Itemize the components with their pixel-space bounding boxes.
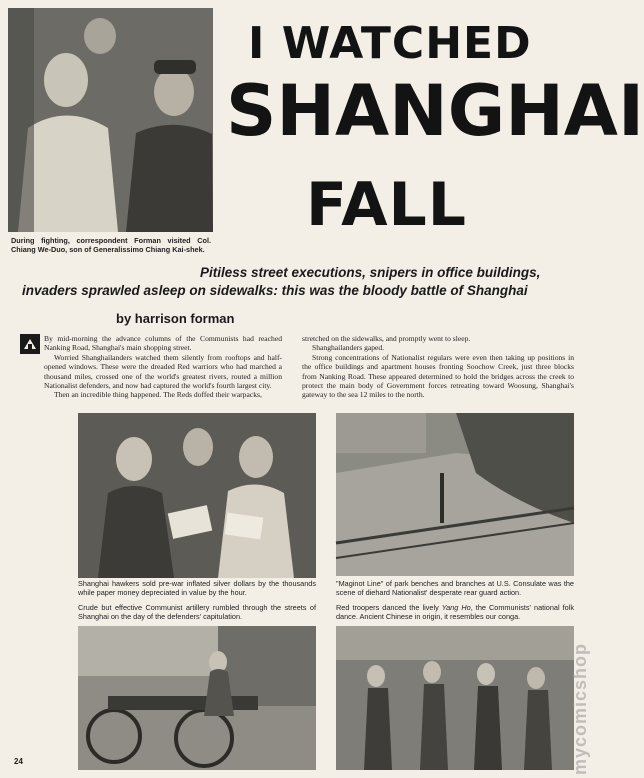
photo-maginot-line	[336, 413, 574, 576]
page-number: 24	[14, 757, 23, 766]
deck-line-2: invaders sprawled asleep on sidewalks: this was the bloody battle of Shanghai	[22, 283, 528, 298]
photo-folk-dance	[336, 626, 574, 770]
caption-maginot-line: "Maginot Line" of park benches and branches at U.S. Consulate was the scene of diehard Nationalist' desperate rear guard action.	[336, 579, 574, 597]
title-line-2: SHANGHAI	[226, 70, 644, 152]
body-paragraph: Worried Shanghailanders watched them silently from rooftops and half-opened windows. These were the dreaded Red warriors who had marched a thousand miles, crossed one of the world's greatest rivers, routed a million Nationalist defenders, and now had captured the world's fourth largest city.	[44, 352, 282, 391]
title-line-1: I WATCHED	[248, 18, 532, 69]
logo-icon	[20, 334, 40, 354]
caption-folk-dance-text-end: , the Communists' national folk dance. Ancient Chinese in origin, it resembles our conga.	[336, 603, 575, 621]
caption-top-photo: During fighting, correspondent Forman visited Col. Chiang We-Duo, son of Generalissimo Chiang Kai-shek.	[11, 236, 211, 254]
caption-folk-dance-name: Yang Ho	[441, 603, 471, 612]
deck-line-1: Pitiless street executions, snipers in office buildings,	[200, 265, 541, 280]
caption-folk-dance	[336, 603, 574, 621]
photo-artillery	[78, 626, 316, 770]
caption-hawkers: Shanghai hawkers sold pre-war inflated silver dollars by the thousands while paper money depreciated in value by the hour.	[78, 579, 316, 597]
body-paragraph: Strong concentrations of Nationalist regulars were even then taking up positions in the office buildings and apartment houses fronting Soochow Creek, just three blocks from Nanking Road. These appeared determined to hold the bridges across the creek to protect the main body of Government forces retreating toward Woosung, Shanghai's gateway to the sea 12 miles to the north.	[302, 352, 574, 400]
photo-hawkers	[78, 413, 316, 578]
body-column-2	[302, 334, 574, 400]
byline: by harrison forman	[116, 311, 235, 326]
watermark: mycomicshop	[570, 642, 590, 775]
title-line-3: FALL	[306, 170, 468, 240]
caption-artillery: Crude but effective Communist artillery rumbled through the streets of Shanghai on the day of the defenders' capitulation.	[78, 603, 316, 621]
body-column-1	[44, 334, 282, 400]
body-paragraph: Shanghailanders gaped.	[312, 343, 385, 353]
body-paragraph: Then an incredible thing happened. The Reds doffed their warpacks,	[54, 390, 262, 400]
caption-folk-dance-text: Red troopers danced the lively	[336, 603, 442, 612]
photo-correspondent-and-colonel	[8, 8, 213, 232]
body-paragraph: stretched on the sidewalks, and promptly went to sleep.	[302, 334, 471, 343]
body-paragraph: By mid-morning the advance columns of the Communists had reached Nanking Road, Shanghai's main shopping street.	[44, 334, 282, 353]
